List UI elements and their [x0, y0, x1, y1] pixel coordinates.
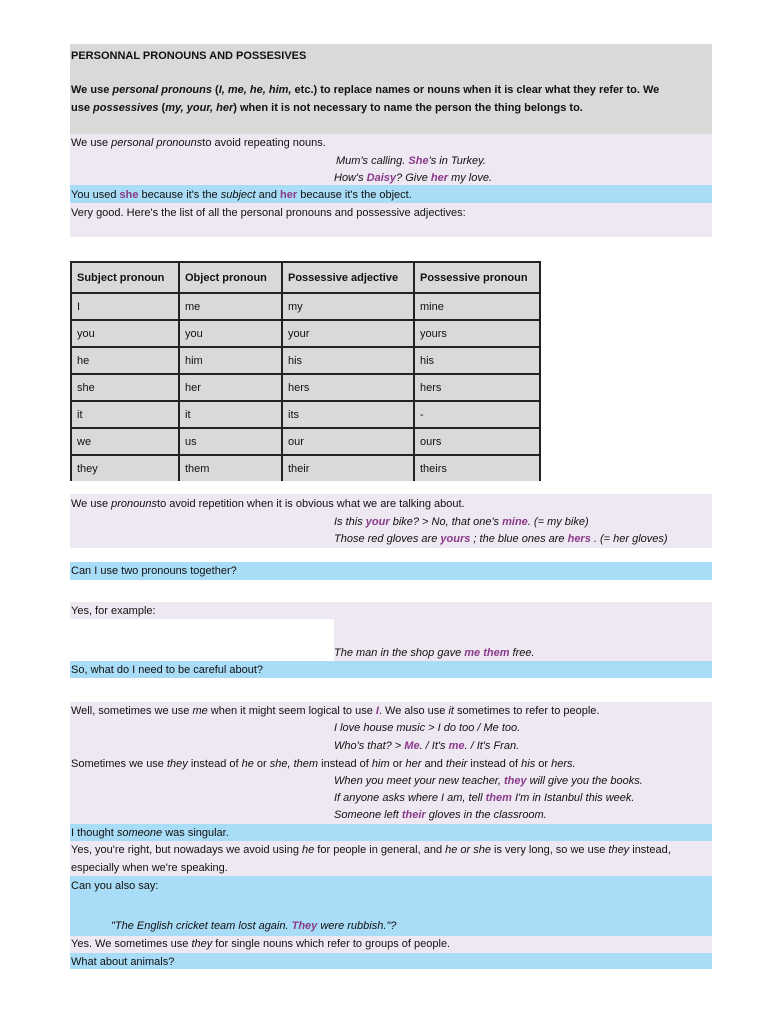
table-cell: - — [414, 401, 540, 428]
example-line: The man in the shop gave me them free. — [334, 647, 535, 659]
table-header-cell: Possessive adjective — [282, 262, 414, 293]
table-cell: me — [179, 293, 282, 320]
table-cell: they — [71, 455, 179, 481]
table-row — [71, 374, 540, 401]
table-cell: she — [71, 374, 179, 401]
text-line: Well, sometimes we use me when it might seem logical to use I. We also use it sometimes to refer to people. — [71, 705, 600, 717]
table-cell: him — [179, 347, 282, 374]
table-cell: hers — [282, 374, 414, 401]
table-row — [71, 293, 540, 320]
table-cell: their — [282, 455, 414, 481]
text-line: Sometimes we use they instead of he or she, them instead of him or her and their instead of his or hers. — [71, 758, 576, 770]
text-line: We use pronounsto avoid repetition when it is obvious what we are talking about. — [71, 498, 465, 510]
table-row — [71, 401, 540, 428]
table-cell: you — [179, 320, 282, 347]
question-line: What about animals? — [71, 956, 175, 968]
example-line: "The English cricket team lost again. They were rubbish."? — [111, 920, 397, 932]
question-line: Can I use two pronouns together? — [71, 565, 237, 577]
table-cell: ours — [414, 428, 540, 455]
table-cell: hers — [414, 374, 540, 401]
example-line: Those red gloves are yours ; the blue ones are hers . (= her gloves) — [334, 533, 668, 545]
question-line: So, what do I need to be careful about? — [71, 664, 264, 676]
table-cell: our — [282, 428, 414, 455]
text-line: You used she because it's the subject and her because it's the object. — [71, 189, 412, 201]
table-cell: my — [282, 293, 414, 320]
text-line: Very good. Here's the list of all the personal pronouns and possessive adjectives: — [71, 207, 466, 219]
pronoun-table — [70, 261, 541, 481]
table-cell: you — [71, 320, 179, 347]
table-cell: his — [282, 347, 414, 374]
question-line: Can you also say: — [71, 880, 159, 892]
example-line: Mum's calling. She's in Turkey. — [336, 155, 486, 167]
table-cell: mine — [414, 293, 540, 320]
example-line: When you meet your new teacher, they will give you the books. — [334, 775, 643, 787]
table-cell: I — [71, 293, 179, 320]
example-line: How's Daisy? Give her my love. — [334, 172, 493, 184]
table-row — [71, 347, 540, 374]
table-cell: he — [71, 347, 179, 374]
example-line: I love house music > I do too / Me too. — [334, 722, 521, 734]
table-header-cell: Subject pronoun — [71, 262, 179, 293]
table-row — [71, 455, 540, 481]
table-cell: it — [179, 401, 282, 428]
table-header-cell: Possessive pronoun — [414, 262, 540, 293]
text-line: We use personal pronounsto avoid repeating nouns. — [71, 137, 326, 149]
table-cell: its — [282, 401, 414, 428]
section-4-bg — [70, 602, 712, 619]
question-line: I thought someone was singular. — [71, 827, 229, 839]
example-line: Who's that? > Me. / It's me. / It's Fran. — [334, 740, 520, 752]
table-cell: yours — [414, 320, 540, 347]
table-cell: it — [71, 401, 179, 428]
text-line: Yes. We sometimes use they for single nouns which refer to groups of people. — [71, 938, 451, 950]
example-line: Someone left their gloves in the classroom. — [334, 809, 547, 821]
table-cell: us — [179, 428, 282, 455]
page-title: PERSONNAL PRONOUNS AND POSSESIVES — [71, 50, 307, 62]
table-row — [71, 320, 540, 347]
table-cell: your — [282, 320, 414, 347]
example-line: Is this your bike? > No, that one's mine. (= my bike) — [334, 516, 589, 528]
intro-line-1: We use personal pronouns (I, me, he, him, etc.) to replace names or nouns when it is clear what they refer to. We — [71, 84, 660, 96]
intro-line-2: use possessives (my, your, her) when it is not necessary to name the person the thing belongs to. — [71, 102, 583, 114]
table-header-row — [71, 262, 540, 293]
text-line: especially when we're speaking. — [71, 862, 228, 874]
table-cell: them — [179, 455, 282, 481]
text-line: Yes, you're right, but nowadays we avoid using he for people in general, and he or she is very long, so we use they instead, — [71, 844, 671, 856]
example-line: If anyone asks where I am, tell them I'm in Istanbul this week. — [334, 792, 635, 804]
text-line: Yes, for example: — [71, 605, 156, 617]
table-cell: his — [414, 347, 540, 374]
table-cell: we — [71, 428, 179, 455]
table-row — [71, 428, 540, 455]
table-header-cell: Object pronoun — [179, 262, 282, 293]
table-cell: her — [179, 374, 282, 401]
table-cell: theirs — [414, 455, 540, 481]
